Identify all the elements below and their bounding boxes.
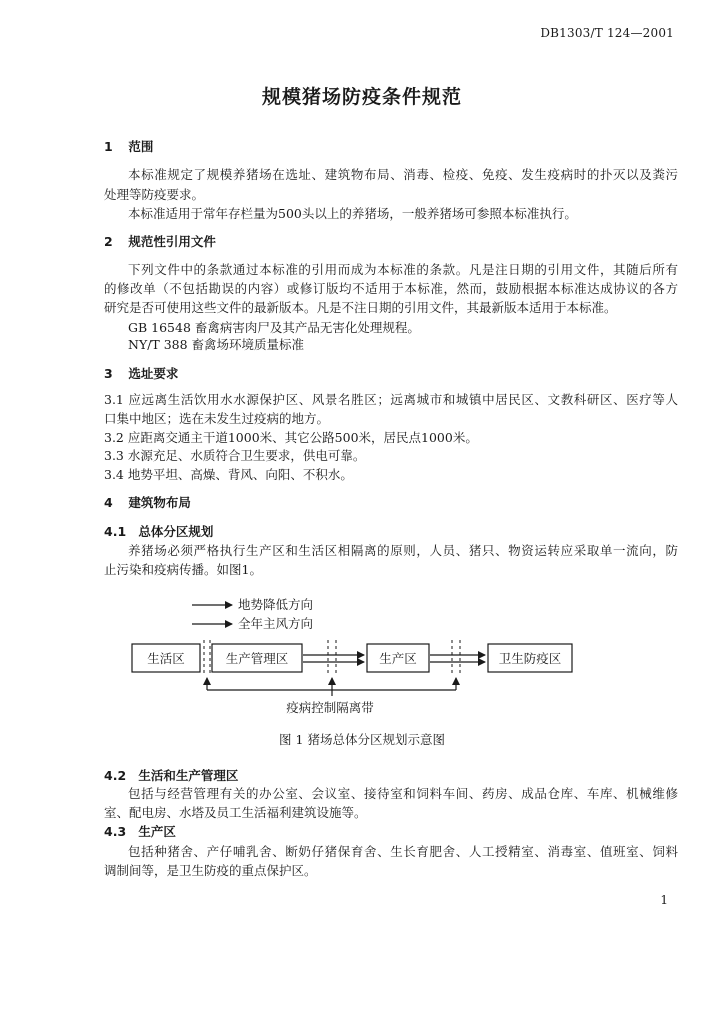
paragraph-line: 止污染和疫病传播。如图1。 bbox=[104, 562, 262, 577]
paragraph-line: 养猪场必须严格执行生产区和生活区相隔离的原则，人员、猪只、物资运转应采取单一流向，防 bbox=[128, 543, 678, 558]
box-management-label: 生产管理区 bbox=[225, 651, 289, 666]
reference-item: GB 16548 畜禽病害肉尸及其产品无害化处理规程。 bbox=[128, 320, 420, 335]
box-sanitation-label: 卫生防疫区 bbox=[498, 651, 562, 666]
section-number: 4.3 bbox=[104, 824, 127, 839]
legend-wind bbox=[192, 616, 313, 631]
isolation-belt-connector bbox=[207, 678, 456, 696]
section-number: 4.2 bbox=[104, 768, 127, 783]
legend-wind-label: 全年主风方向 bbox=[238, 616, 314, 631]
section-number: 4.1 bbox=[104, 524, 127, 539]
paragraph-line: 本标准规定了规模养猪场在选址、建筑物布局、消毒、检疫、免疫、发生疫病时的扑灭以及粪污 bbox=[128, 167, 678, 182]
paragraph-line: 包括与经营管理有关的办公室、会议室、接待室和饲料车间、药房、成品仓库、车库、机械维修 bbox=[128, 786, 678, 801]
section-title: 总体分区规划 bbox=[138, 524, 214, 539]
list-item: 3.1 应远离生活饮用水水源保护区、风景名胜区；远离城市和城镇中居民区、文教科研区、医疗等人 bbox=[104, 392, 678, 407]
paragraph-line: 调制间等，是卫生防疫的重点保护区。 bbox=[104, 863, 317, 878]
section-title: 范围 bbox=[128, 139, 154, 154]
paragraph-line: 包括种猪舍、产仔哺乳舍、断奶仔猪保育舍、生长育肥舍、人工授精室、消毒室、值班室、饲料 bbox=[128, 844, 678, 859]
box-living-area bbox=[132, 644, 200, 672]
paragraph-line: 本标准适用于常年存栏量为500头以上的养猪场，一般养猪场可参照本标准执行。 bbox=[128, 206, 577, 221]
subsection-4-2-heading bbox=[104, 768, 678, 784]
section-number: 3 bbox=[104, 366, 113, 381]
list-item: 3.3 水源充足、水质符合卫生要求，供电可靠。 bbox=[104, 448, 366, 463]
legend-terrain-label: 地势降低方向 bbox=[238, 597, 314, 612]
document-code: DB1303/T 124—2001 bbox=[540, 26, 674, 40]
figure-caption: 图 1 猪场总体分区规划示意图 bbox=[279, 732, 445, 747]
legend-terrain bbox=[192, 597, 313, 612]
list-item: 3.2 应距离交通主干道1000米、其它公路500米，居民点1000米。 bbox=[104, 430, 478, 445]
section-number: 4 bbox=[104, 495, 113, 510]
subsection-4-1-heading bbox=[104, 524, 678, 540]
paragraph-line: 的修改单（不包括勘误的内容）或修订版均不适用于本标准，然而，鼓励根据本标准达成协议的各方 bbox=[104, 281, 678, 296]
paragraph-line: 室、配电房、水塔及员工生活福利建筑设施等。 bbox=[104, 805, 367, 820]
section-title: 生活和生产管理区 bbox=[138, 768, 239, 783]
section-3-heading bbox=[104, 366, 678, 382]
box-sanitation-area bbox=[488, 644, 572, 672]
paragraph-line: 研究是否可使用这些文件的最新版本。凡是不注日期的引用文件，其最新版本适用于本标准。 bbox=[104, 300, 617, 315]
section-1-heading bbox=[104, 139, 678, 155]
section-4-heading bbox=[104, 495, 678, 511]
list-item: 3.4 地势平坦、高燥、背风、向阳、不积水。 bbox=[104, 467, 353, 482]
page-number: 1 bbox=[660, 893, 668, 907]
box-living-label: 生活区 bbox=[147, 651, 185, 666]
page-title: 规模猪场防疫条件规范 bbox=[261, 86, 462, 108]
section-number: 2 bbox=[104, 234, 113, 249]
section-title: 生产区 bbox=[138, 824, 176, 839]
box-production-area bbox=[367, 644, 429, 672]
paragraph-line: 下列文件中的条款通过本标准的引用而成为本标准的条款。凡是注日期的引用文件，其随后所有 bbox=[128, 262, 678, 277]
box-management-area bbox=[212, 644, 302, 672]
section-title: 规范性引用文件 bbox=[128, 234, 216, 249]
section-number: 1 bbox=[104, 139, 113, 154]
section-title: 选址要求 bbox=[128, 366, 179, 381]
reference-item: NY/T 388 畜禽场环境质量标准 bbox=[128, 337, 305, 352]
isolation-belt-label: 疫病控制隔离带 bbox=[286, 700, 374, 715]
paragraph-line: 处理等防疫要求。 bbox=[104, 187, 205, 202]
section-title: 建筑物布局 bbox=[128, 495, 191, 510]
section-2-heading bbox=[104, 234, 678, 250]
box-production-label: 生产区 bbox=[379, 651, 417, 666]
subsection-4-3-heading bbox=[104, 824, 678, 840]
list-item: 口集中地区；选在未发生过疫病的地方。 bbox=[104, 411, 330, 426]
